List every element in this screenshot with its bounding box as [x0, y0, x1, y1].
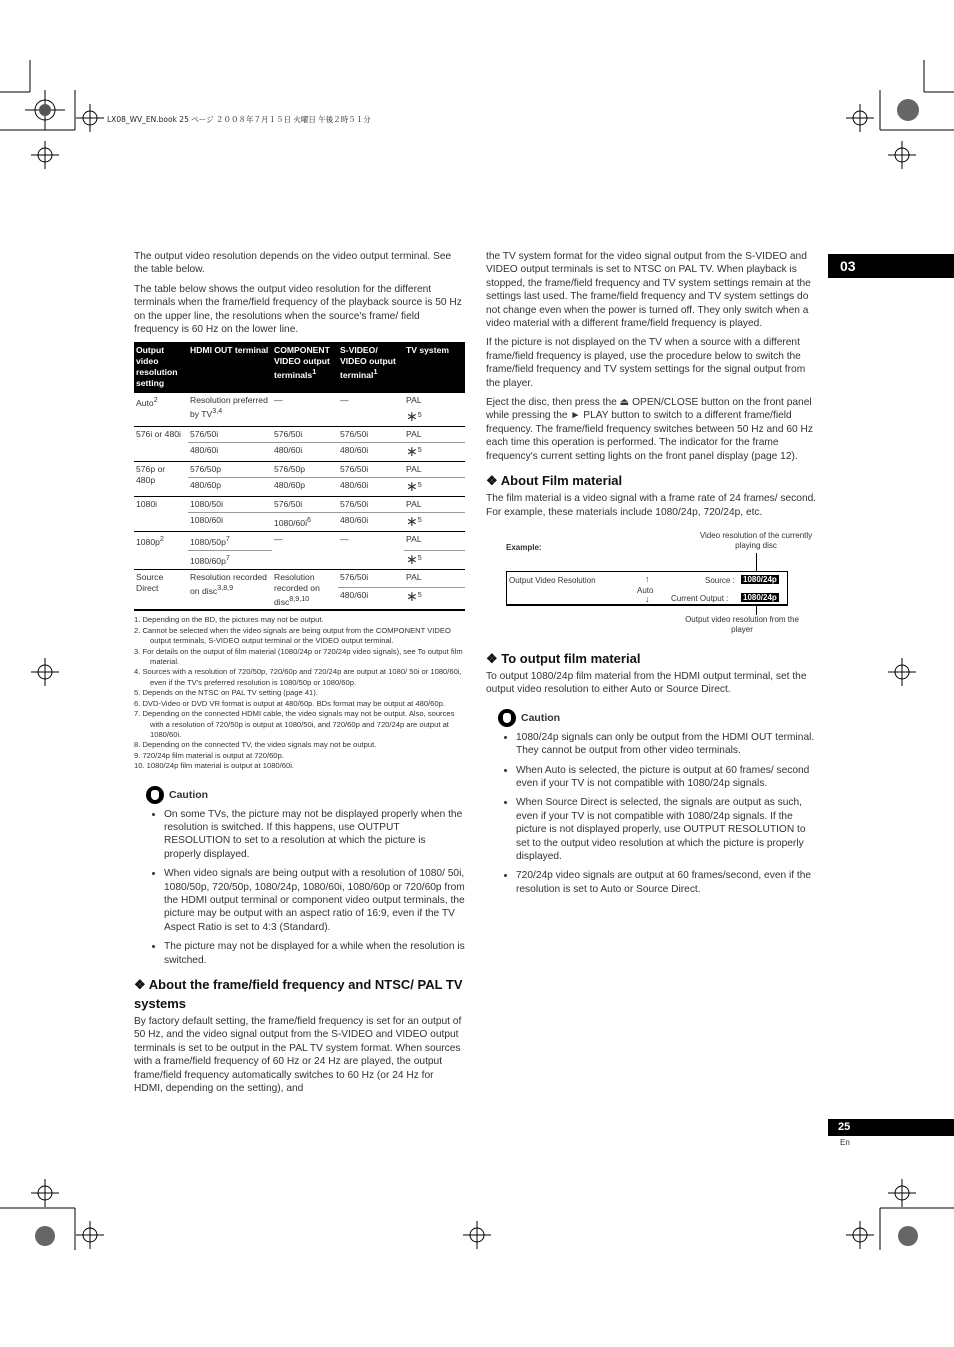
footnote: 8. Depending on the connected TV, the video signals may not be output. [134, 740, 377, 750]
footnote: 3. For details on the output of film material (1080/24p or 720/24p video signals), see To output film material. [134, 646, 463, 667]
table-intro-paragraph: The table below shows the output video resolution for the different terminals when the frame/field frequency of the playback source is 50 Hz on the upper line, the resolutions when the source's frame/ field frequency is 60 Hz on the lower line. [134, 283, 462, 336]
eject-paragraph: Eject the disc, then press the ⏏ OPEN/CLOSE button on the front panel while pressing the ► PLAY button to switch to a different frame/field frequency. The frame/field frequency switches between 50 Hz and 60 Hz each time this operation is performed. The indicator for the frame frequency's current setting lights on the front panel display (page 12). [486, 397, 813, 462]
footnote: 5. Depends on the NTSC on PAL TV setting (page 41). [134, 688, 318, 698]
down-arrow-icon: ↓ [645, 593, 650, 604]
example-label: Example: [506, 542, 542, 552]
footnotes [134, 615, 465, 771]
resolution-table: Output video resolution setting HDMI OUT terminal COMPONENT VIDEO output terminals$^1$ S-VIDEO/ VIDEO output terminal$^1$ TV system Auto$^2$ Resolution preferred by TV$^{3,4}$ — — PAL ∗$^5$ 576i or 480i 576/50i 576/50i 576/50i PAL 480/60i 480/60i 480/60i ∗$^5$ 576p or 480p 576/50p 576/50p 576/50i PAL 480/60p 480/60p 480/60i ∗$^5$ 1080i 1080/50i 576/50i 576/50i PAL 1080/60i $1080/60i^6$ 480/60i ∗$^5$ $1080p^2$ $1080/50p^7$ — — PAL $1080/60p^7$ ∗$^5$ Source Direct Resolution recorded on disc$^{3,8,9}$ Resolution recorded on disc$^{8,9,10}$ 576/50i PAL 480/60i ∗$^5$ [134, 342, 465, 611]
footnote: 2. Cannot be selected when the video signals are being output from the COMPONENT VIDEO output terminals, S-VIDEO output terminal or the VIDEO output terminal. [134, 625, 451, 646]
up-arrow-icon: ↑ [645, 573, 650, 584]
footnote: 4. Sources with a resolution of 720/50p, 720/60p and 720/24p are output at 1080/ 50i or 1080/60i, even if the TV's preferred resolution is 1080/50p or 1080/60p. [134, 667, 462, 687]
caution-item: • 720/24p video signals are output at 60 frames/second, even if the resolution is set to Auto or Source Direct. [516, 869, 818, 896]
caution-item: • On some TVs, the picture may not be displayed properly when the resolution is switched. If this happens, use OUTPUT RESOLUTION to set to a resolution at which the picture is properly displayed. [164, 808, 465, 862]
caution-item: • When Source Direct is selected, the signals are output as such, even if your TV is not compatible with 1080/24p signals. If the picture is not displayed properly, use OUTPUT RESOLUTION to set to the output video resolution at which the picture is properly displayed. [516, 796, 818, 863]
caution-heading: Caution [498, 709, 818, 727]
page-number: 25 [828, 1119, 954, 1136]
footnote: 7. Depending on the connected HDMI cable, the video signals may not be output. Also, sources with a resolution of 720/50p is output at 1080/50i, and 720/60p and 720/24p are output at 1080/60i. [134, 709, 455, 739]
th-hdmi: HDMI OUT terminal [188, 342, 272, 393]
right-column [486, 250, 818, 902]
auto-label: Auto [637, 585, 654, 595]
th-component: COMPONENT VIDEO output terminals$^1$ [272, 342, 338, 393]
footnote: 10. 1080/24p film material is output at 1080/60i. [134, 761, 294, 771]
caution-item: • 1080/24p signals can only be output from the HDMI OUT terminal. They cannot be output from other video terminals. [516, 731, 818, 758]
frame-field-section-title: ❖ About the frame/field frequency and NTSC/ PAL TV systems [134, 977, 463, 1012]
source-value: 1080/24p [743, 574, 777, 584]
left-column [134, 250, 465, 1101]
footnote: 9. 720/24p film material is output at 720/60p. [134, 750, 284, 760]
intro-paragraph: The output video resolution depends on the video output terminal. See the table below. [134, 251, 452, 276]
footnote: 1. Depending on the BD, the pictures may not be output. [134, 615, 324, 625]
footnote: 6. DVD-Video or DVD VR format is output at 480/60p. BDs format may be output at 480/60p. [134, 698, 445, 708]
table-row: Auto$^2$ Resolution preferred by TV$^{3,4}$ — — PAL [134, 393, 465, 409]
source-label: Source : [705, 575, 735, 585]
page-language: En [840, 1138, 850, 1147]
caution-item: • When Auto is selected, the picture is output at 60 frames/ second even if your TV is not compatible with 1080/24p signals. [516, 764, 818, 791]
table-row: Source Direct Resolution recorded on disc$^{3,8,9}$ Resolution recorded on disc$^{8,9,10}$ 576/50i PAL [134, 569, 465, 588]
film-material-paragraph: The film material is a video signal with a frame rate of 24 frames/ second. For example, these materials include 1080/24p, 720/24p, etc. [486, 493, 817, 518]
output-video-resolution-label: Output Video Resolution [509, 575, 596, 585]
output-film-title: ❖ To output film material [486, 650, 641, 666]
caution-hand-icon [498, 709, 516, 727]
example-diagram [486, 525, 818, 645]
caution-item: • The picture may not be displayed for a while when the resolution is switched. [164, 940, 465, 967]
pointer-line-bottom [756, 605, 757, 615]
th-setting: Output video resolution setting [134, 342, 188, 393]
chapter-tab: 03 [828, 254, 954, 278]
caution-item: • When video signals are being output with a resolution of 1080/ 50i, 1080/50p, 720/50p, 1080/24p, 1080/60i, 1080/60p or 720/60p from the HDMI output terminal or component video output terminals, the picture may be output with an aspect ratio of 16:9, even if the TV Aspect Ratio is set to 4:3 (Standard). [164, 867, 465, 934]
not-displayed-paragraph: If the picture is not displayed on the TV when a source with a different frame/field frequency is played, use the procedure below to switch the frame/field frequency and TV system settings for the signal output from the player. [486, 337, 806, 389]
current-output-value: 1080/24p [743, 592, 777, 602]
film-material-title: ❖ About Film material [486, 473, 623, 489]
note-bottom: Output video resolution from the player [685, 614, 799, 634]
table-row: $1080p^2$ $1080/50p^7$ — — PAL [134, 531, 465, 550]
frame-field-paragraph: By factory default setting, the frame/field frequency is set for an output of 50 Hz, and the video signal output from the S-VIDEO and VIDEO output terminals is set to be output in the PAL TV system format. When sources with a frame/field frequency of 60 Hz or 24 Hz are played, the output frame/field frequency automatically switches to 60 Hz (or 24 Hz for HDMI, depending on the setting), and [134, 1016, 462, 1095]
th-tv-system: TV system [404, 342, 465, 393]
note-top: Video resolution of the currently playing disc [699, 530, 813, 550]
caution-block [134, 786, 465, 967]
pointer-line-top [756, 553, 757, 571]
caution-heading: Caution [146, 786, 465, 804]
current-output-label: Current Output : [671, 593, 729, 603]
table-row: 576p or 480p 576/50p 576/50p 576/50i PAL [134, 462, 465, 478]
table-row: 1080i 1080/50i 576/50i 576/50i PAL [134, 497, 465, 513]
print-header: LX08_WV_EN.book 25 ページ ２００８年７月１５日 火曜日 午後２時５１分 [107, 115, 371, 124]
th-svideo: S-VIDEO/ VIDEO output terminal$^1$ [338, 342, 404, 393]
caution-block-right [486, 709, 818, 896]
example-box [506, 571, 788, 606]
caution-hand-icon [146, 786, 164, 804]
output-film-paragraph: To output 1080/24p film material from the HDMI output terminal, set the output video resolution to either Auto or Source Direct. [486, 670, 807, 696]
tv-system-paragraph: the TV system format for the video signal output from the S-VIDEO and VIDEO output terminals is set to NTSC on PAL TV. When playback is stopped, the frame/field frequency and TV system settings remain at the settings last used. The frame/field frequency and TV system settings do not change even when the power is turned off. They only switch when a video material with a different frame/field frequency is played. [486, 251, 811, 330]
table-row: 576i or 480i 576/50i 576/50i 576/50i PAL [134, 427, 465, 443]
